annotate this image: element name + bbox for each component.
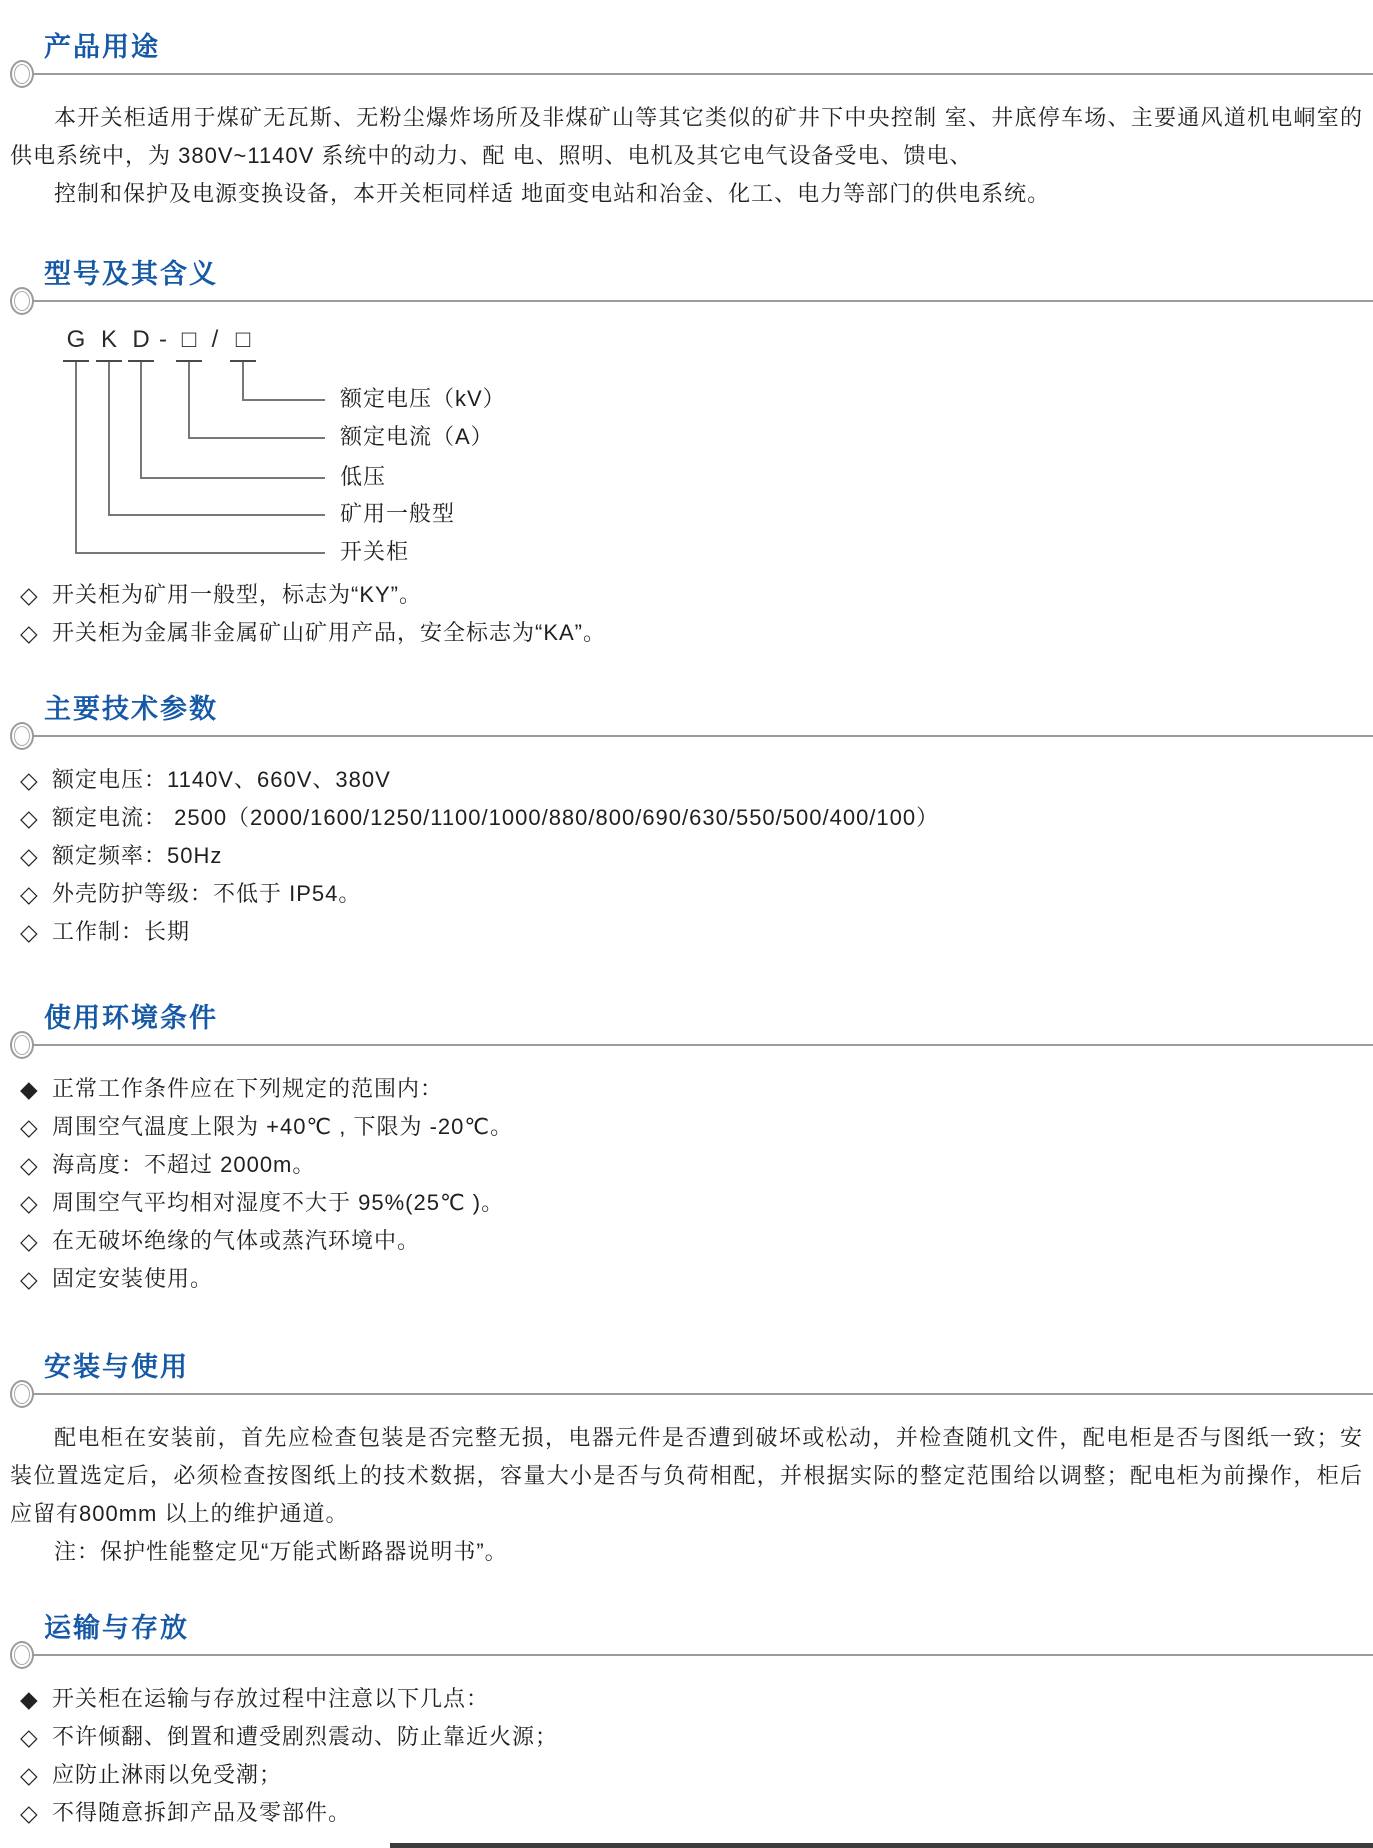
section-tech-params: [0, 692, 1373, 951]
paragraph: 本开关柜适用于煤矿无瓦斯、无粉尘爆炸场所及非煤矿山等其它类似的矿井下中央控制 室、井底停车场、主要通风道机电峒室的供电系统中，为 380V~1140V 系统中的动力、配 电、照明、电机及其它电气设备受电、馈电、: [10, 105, 1363, 168]
model-code-char: -: [159, 326, 167, 353]
list-item: [10, 1718, 1363, 1756]
diamond-icon: ◇: [20, 1190, 39, 1216]
diamond-icon: ◇: [20, 1152, 39, 1178]
section-transport-storage: [0, 1611, 1373, 1832]
diamond-icon: ◇: [20, 805, 39, 831]
model-code-char: G: [66, 326, 86, 353]
diamond-filled-icon: ◆: [20, 1076, 39, 1102]
diamond-icon: ◇: [20, 843, 39, 869]
connector-line-horizontal: [140, 477, 325, 479]
diamond-icon: ◇: [20, 1724, 39, 1750]
model-code-label: 开关柜: [340, 539, 410, 564]
diamond-icon: ◇: [20, 919, 39, 945]
connector-line-horizontal: [188, 437, 325, 439]
section-title: 安装与使用: [44, 1352, 189, 1382]
section-product-use: [0, 30, 1373, 213]
list-item-text: 开关柜为金属非金属矿山矿用产品，安全标志为“KA”。: [52, 620, 607, 645]
paragraph: 配电柜在安装前，首先应检查包装是否完整无损，电器元件是否遭到破坏或松动，并检查随机文件，配电柜是否与图纸一致；安装位置选定后，必须检查按图纸上的技术数据，容量大小是否与负荷相配，并根据实际的整定范围给以调整；配电柜为前操作，柜后应留有800mm 以上的维护通道。: [10, 1425, 1363, 1526]
model-code-label: 矿用一般型: [340, 501, 456, 526]
list-item: [10, 837, 1363, 875]
list-item-text: 应防止淋雨以免受潮；: [52, 1762, 283, 1787]
list-item: [10, 1756, 1363, 1794]
model-code-char: /: [211, 326, 219, 353]
section-installation: [0, 1350, 1373, 1571]
list-item: [10, 1680, 1363, 1718]
connector-line-vertical: [140, 362, 142, 477]
section-header: [22, 30, 1373, 75]
model-code-char: K: [100, 326, 117, 353]
list-item: [10, 761, 1363, 799]
double-ring-icon: [10, 60, 34, 88]
model-code-char: D: [132, 326, 150, 353]
list-item-text: 周围空气平均相对湿度不大于 95%(25℃ )。: [52, 1190, 505, 1215]
list-item-text: 额定电压：1140V、660V、380V: [52, 767, 391, 792]
model-code-diagram: [10, 326, 1363, 576]
list-item-text: 不许倾翻、倒置和遭受剧烈震动、防止靠近火源；: [52, 1724, 559, 1749]
paragraph: 控制和保护及电源变换设备，本开关柜同样适 地面变电站和冶金、化工、电力等部门的供电系统。: [54, 181, 1051, 206]
double-ring-icon: [10, 1031, 34, 1059]
diamond-icon: ◇: [20, 1800, 39, 1826]
list-item: [10, 614, 1363, 652]
connector-line-vertical: [188, 362, 190, 437]
section-header: [22, 692, 1373, 737]
double-ring-icon: [10, 722, 34, 750]
list-item-text: 工作制：长期: [52, 919, 191, 944]
double-ring-icon: [10, 1641, 34, 1669]
list-item: [10, 799, 1363, 837]
model-code-char: □: [235, 326, 251, 353]
connector-line-horizontal: [108, 514, 325, 516]
list-item-text: 周围空气温度上限为 +40℃ , 下限为 -20℃。: [52, 1114, 514, 1139]
model-code-char: □: [181, 326, 197, 353]
list-item: [10, 1108, 1363, 1146]
double-ring-icon: [10, 1380, 34, 1408]
section-header: [22, 1611, 1373, 1656]
section-title: 型号及其含义: [44, 259, 218, 289]
diamond-icon: ◇: [20, 620, 39, 646]
connector-line-vertical: [108, 362, 110, 514]
list-item-text: 开关柜为矿用一般型，标志为“KY”。: [52, 582, 423, 607]
section-title: 运输与存放: [44, 1613, 189, 1643]
list-item: [10, 1146, 1363, 1184]
list-item: [10, 1070, 1363, 1108]
connector-line-horizontal: [75, 552, 325, 554]
model-code-label: 额定电流（A）: [340, 424, 494, 449]
page-footer-line: [390, 1843, 1373, 1848]
diamond-icon: ◇: [20, 1228, 39, 1254]
list-item-text: 不得随意拆卸产品及零部件。: [52, 1800, 352, 1825]
list-item-text: 固定安装使用。: [52, 1266, 214, 1291]
diamond-icon: ◇: [20, 1114, 39, 1140]
section-body: [10, 1419, 1363, 1571]
list-item: [10, 1222, 1363, 1260]
section-header: [22, 1001, 1373, 1046]
model-code-label: 低压: [340, 464, 387, 489]
connector-line-horizontal: [242, 399, 325, 401]
diamond-icon: ◇: [20, 1266, 39, 1292]
list-item-text: 外壳防护等级：不低于 IP54。: [52, 881, 362, 906]
list-item-text: 开关柜在运输与存放过程中注意以下几点：: [52, 1686, 490, 1711]
list-item-text: 正常工作条件应在下列规定的范围内：: [52, 1076, 444, 1101]
double-ring-icon: [10, 287, 34, 315]
diamond-icon: ◇: [20, 582, 39, 608]
note-paragraph: 注：保护性能整定见“万能式断路器说明书”。: [54, 1539, 508, 1564]
section-header: [22, 1350, 1373, 1395]
section-environment: [0, 1001, 1373, 1298]
list-item: [10, 576, 1363, 614]
list-item-text: 海高度：不超过 2000m。: [52, 1152, 316, 1177]
section-model-meaning: [0, 257, 1373, 652]
list-item-text: 额定电流： 2500（2000/1600/1250/1100/1000/880/800/690/630/550/500/400/100）: [52, 805, 940, 830]
section-body: [10, 99, 1363, 213]
list-item-text: 额定频率：50Hz: [52, 843, 223, 868]
diamond-filled-icon: ◆: [20, 1686, 39, 1712]
list-item-text: 在无破坏绝缘的气体或蒸汽环境中。: [52, 1228, 421, 1253]
list-item: [10, 1184, 1363, 1222]
model-code-label: 额定电压（kV）: [340, 386, 506, 411]
diamond-icon: ◇: [20, 767, 39, 793]
section-header: [22, 257, 1373, 302]
connector-line-vertical: [242, 362, 244, 399]
section-title: 主要技术参数: [44, 694, 218, 724]
section-body: [10, 326, 1363, 652]
section-title: 使用环境条件: [44, 1003, 218, 1033]
list-item: [10, 1260, 1363, 1298]
diamond-icon: ◇: [20, 1762, 39, 1788]
diamond-icon: ◇: [20, 881, 39, 907]
list-item: [10, 875, 1363, 913]
section-body: [10, 761, 1363, 951]
section-body: [10, 1680, 1363, 1832]
list-item: [10, 913, 1363, 951]
connector-line-vertical: [75, 362, 77, 552]
section-title: 产品用途: [44, 32, 160, 62]
list-item: [10, 1794, 1363, 1832]
section-body: [10, 1070, 1363, 1298]
